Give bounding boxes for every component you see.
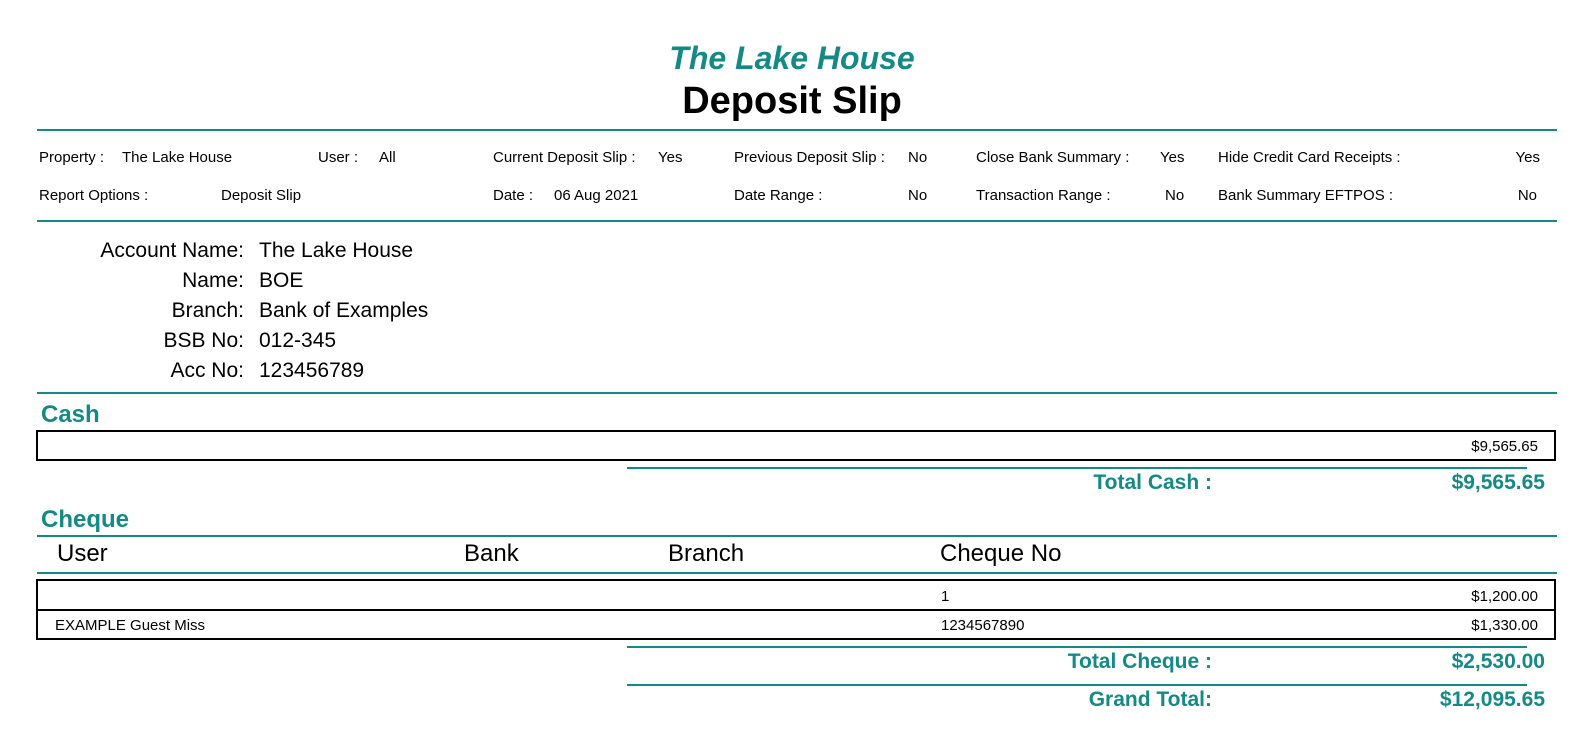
column-header-user: User	[57, 540, 108, 567]
close-bank-value: Yes	[1160, 149, 1185, 166]
bsb-label: BSB No:	[163, 329, 244, 352]
cheque-total-divider	[627, 646, 1527, 648]
cash-total-divider	[627, 467, 1527, 469]
options-divider	[37, 220, 1557, 222]
current-slip-label: Current Deposit Slip :	[493, 149, 636, 166]
property-value: The Lake House	[122, 149, 233, 166]
bank-name-label: Name:	[182, 269, 244, 292]
cheque-number: 1234567890	[941, 617, 1025, 634]
total-cheque-value: $2,530.00	[1451, 650, 1545, 673]
report-options-label: Report Options :	[39, 187, 149, 204]
grand-total-value: $12,095.65	[1439, 688, 1545, 711]
table-row	[38, 611, 1554, 638]
acc-no-value: 123456789	[259, 359, 365, 382]
cheque-amount: $1,330.00	[1471, 617, 1538, 634]
date-range-value: No	[908, 187, 928, 204]
branch-value: Bank of Examples	[259, 299, 429, 322]
header-divider	[37, 129, 1557, 131]
cash-section-title: Cash	[41, 401, 100, 428]
hide-cc-value: Yes	[1515, 149, 1540, 166]
current-slip-value: Yes	[658, 149, 683, 166]
report-title: Deposit Slip	[682, 80, 902, 122]
date-value: 06 Aug 2021	[554, 187, 639, 204]
report-options-value: Deposit Slip	[221, 187, 302, 204]
close-bank-label: Close Bank Summary :	[976, 149, 1130, 166]
column-header-cheque-no: Cheque No	[940, 540, 1062, 567]
table-row	[38, 581, 1554, 611]
date-range-label: Date Range :	[734, 187, 823, 204]
grand-total-label: Grand Total:	[1088, 688, 1212, 711]
cash-amount: $9,565.65	[1471, 438, 1538, 455]
cheque-number: 1	[941, 588, 950, 605]
account-divider	[37, 392, 1557, 394]
user-label: User :	[318, 149, 359, 166]
cheque-header-bottom-divider	[37, 572, 1557, 574]
bank-name-value: BOE	[259, 269, 304, 292]
column-header-branch: Branch	[668, 540, 745, 567]
previous-slip-value: No	[908, 149, 928, 166]
total-cash-value: $9,565.65	[1451, 471, 1545, 494]
cheque-user: EXAMPLE Guest Miss	[55, 617, 206, 634]
acc-no-label: Acc No:	[170, 359, 244, 382]
txn-range-value: No	[1165, 187, 1185, 204]
date-label: Date :	[493, 187, 534, 204]
property-title: The Lake House	[669, 40, 915, 76]
hide-cc-label: Hide Credit Card Receipts :	[1218, 149, 1401, 166]
total-cheque-label: Total Cheque :	[1067, 650, 1212, 673]
total-cash-label: Total Cash :	[1093, 471, 1212, 494]
property-label: Property :	[39, 149, 105, 166]
bsb-value: 012-345	[259, 329, 337, 352]
cheque-header-top-divider	[37, 535, 1557, 537]
cash-row	[36, 430, 1556, 461]
cheque-section-title: Cheque	[41, 506, 130, 533]
branch-label: Branch:	[171, 299, 244, 322]
txn-range-label: Transaction Range :	[976, 187, 1111, 204]
grand-total-divider	[627, 684, 1527, 686]
cheque-amount: $1,200.00	[1471, 588, 1538, 605]
eftpos-label: Bank Summary EFTPOS :	[1218, 187, 1394, 204]
user-value: All	[379, 149, 396, 166]
account-name-label: Account Name:	[100, 239, 244, 262]
cheque-table	[36, 579, 1556, 640]
eftpos-value: No	[1517, 187, 1537, 204]
account-name-value: The Lake House	[259, 239, 414, 262]
column-header-bank: Bank	[464, 540, 519, 567]
previous-slip-label: Previous Deposit Slip :	[734, 149, 885, 166]
